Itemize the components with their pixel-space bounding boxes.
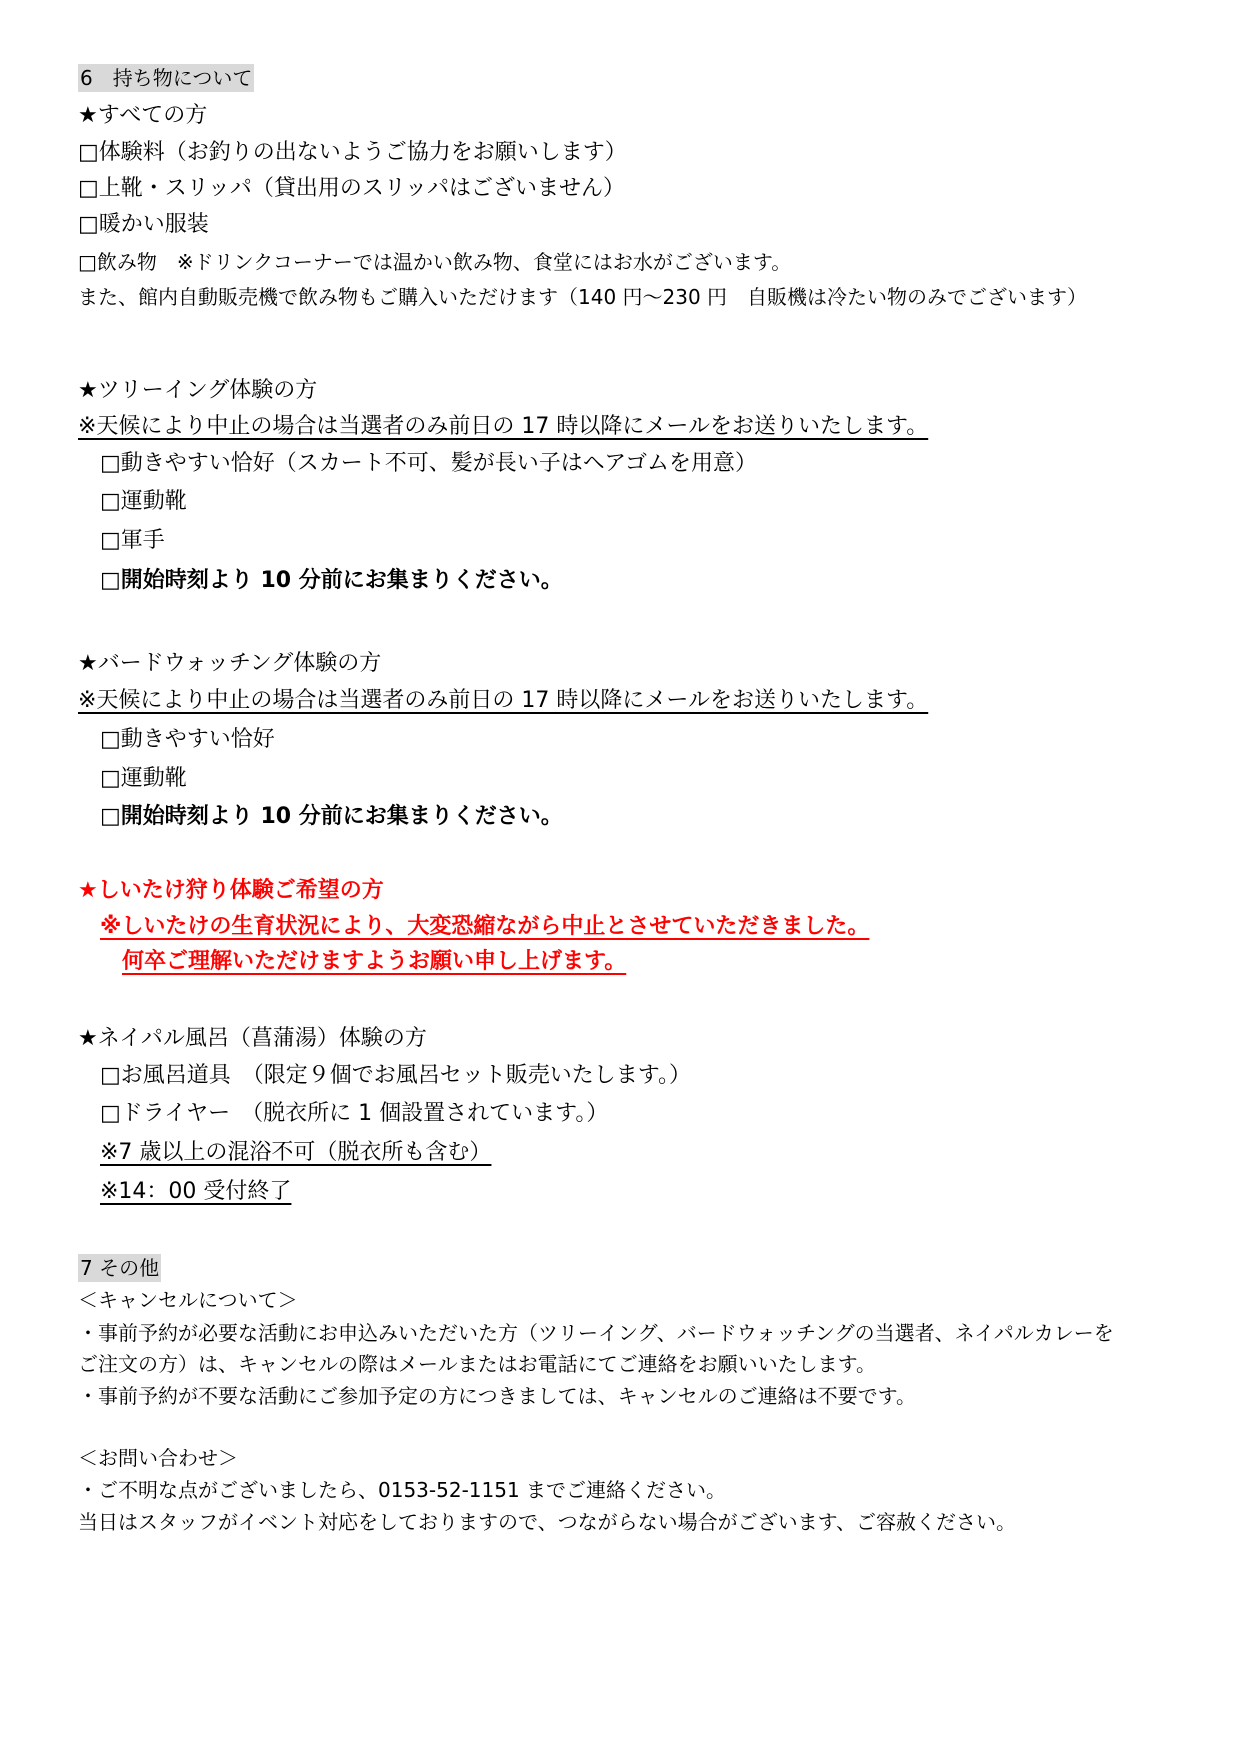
section-6-heading: 6 持ち物について [80,66,253,90]
all-note: また、館内自動販売機で飲み物もご購入いただけます（140 円～230 円 自販機は冷たい物のみでございます） [78,285,1088,309]
all-item-3: □暖かい服装 [78,212,209,237]
bath-item-1: □お風呂道具 （限定９個でお風呂セット販売いたします。） [100,1063,692,1088]
contact-line-1: ・ご不明な点がございましたら、0153-52-1151 までご連絡ください。 [78,1478,727,1502]
section-7-heading: 7 その他 [80,1256,160,1280]
cancel-title: ＜キャンセルについて＞ [78,1288,298,1312]
shiitake-notice-line-2: 何卒ご理解いただけますようお願い申し上げます。 [122,949,627,974]
birdwatching-title: ★バードウォッチング体験の方 [78,651,382,676]
treeing-item-3: □軍手 [100,528,165,553]
treeing-bold-item: □開始時刻より 10 分前にお集まりください。 [100,568,563,593]
cancel-line-1: ・事前予約が必要な活動にお申込みいただいた方（ツリーイング、バードウォッチングの当選者、ネイパルカレーを [78,1321,1114,1345]
birdwatching-item-2: □運動靴 [100,766,187,791]
bath-note-1: ※7 歳以上の混浴不可（脱衣所も含む） [100,1140,492,1165]
shiitake-notice-line-1: ※しいたけの生育状況により、大変恐縮ながら中止とさせていただきました。 [100,914,870,939]
bath-item-2: □ドライヤー （脱衣所に 1 個設置されています。） [100,1101,609,1126]
birdwatching-bold-item: □開始時刻より 10 分前にお集まりください。 [100,804,563,829]
treeing-item-1: □動きやすい恰好（スカート不可、髪が長い子はヘアゴムを用意） [100,451,758,476]
cancel-line-3: ・事前予約が不要な活動にご参加予定の方につきましては、キャンセルのご連絡は不要です。 [78,1384,916,1408]
cancel-line-2: ご注文の方）は、キャンセルの際はメールまたはお電話にてご連絡をお願いいたします。 [78,1352,876,1376]
bath-title: ★ネイパル風呂（菖蒲湯）体験の方 [78,1026,427,1051]
all-title: ★すべての方 [78,103,208,128]
birdwatching-notice: ※天候により中止の場合は当選者のみ前日の 17 時以降にメールをお送りいたします。 [78,688,929,713]
all-item-2: □上靴・スリッパ（貸出用のスリッパはございません） [78,176,626,201]
contact-title: ＜お問い合わせ＞ [78,1446,238,1470]
treeing-notice: ※天候により中止の場合は当選者のみ前日の 17 時以降にメールをお送りいたします。 [78,414,929,439]
all-item-4: □飲み物 ※ドリンクコーナーでは温かい飲み物、食堂にはお水がございます。 [78,250,792,274]
all-item-1: □体験料（お釣りの出ないようご協力をお願いします） [78,140,627,165]
bath-note-2: ※14：00 受付終了 [100,1179,292,1204]
treeing-item-2: □運動靴 [100,489,187,514]
birdwatching-item-1: □動きやすい恰好 [100,727,275,752]
treeing-title: ★ツリーイング体験の方 [78,378,318,403]
shiitake-title: ★しいたけ狩り体験ご希望の方 [78,878,384,903]
contact-line-2: 当日はスタッフがイベント対応をしておりますので、つながらない場合がございます、ご容赦ください。 [78,1510,1016,1534]
